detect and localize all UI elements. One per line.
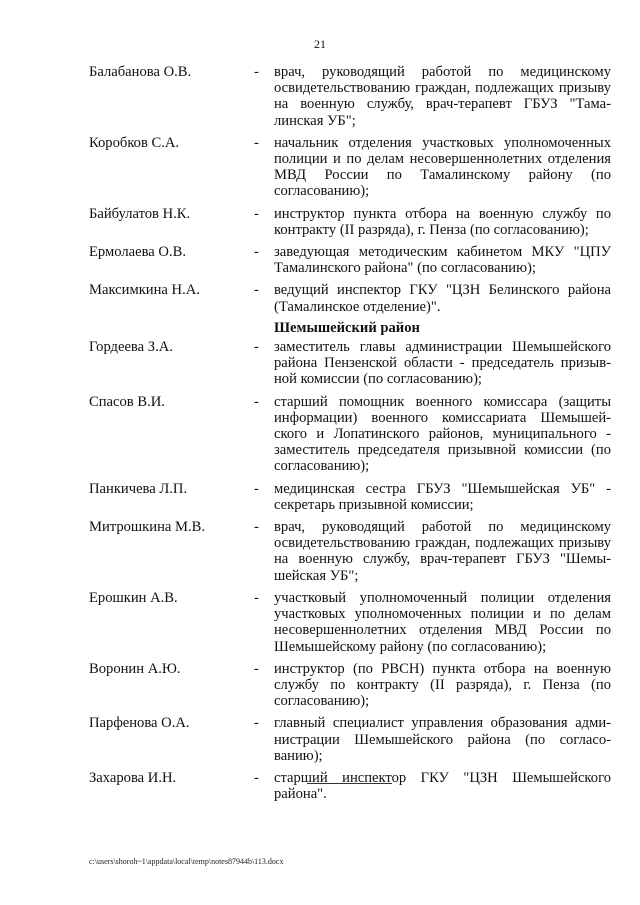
member-dash: - xyxy=(254,134,259,151)
member-dash: - xyxy=(254,339,259,356)
member-name: Ермолаева О.В. xyxy=(89,244,186,261)
commission-member-list xyxy=(0,64,640,802)
member-position: главный специалист управления образования адми-нистрации Шемышейского района (по согласо-ванию); xyxy=(274,715,611,764)
member-dash: - xyxy=(254,769,259,786)
member-entry xyxy=(0,206,640,238)
member-dash: - xyxy=(254,715,259,732)
member-name: Максимкина Н.А. xyxy=(89,282,200,299)
member-name: Воронин А.Ю. xyxy=(89,660,181,677)
member-dash: - xyxy=(254,660,259,677)
member-position: инструктор пункта отбора на военную службу по контракту (II разряда), г. Пенза (по согласованию); xyxy=(274,205,611,238)
page-number: 21 xyxy=(314,37,326,51)
member-dash: - xyxy=(254,519,259,536)
member-name: Спасов В.И. xyxy=(89,393,165,410)
member-entry xyxy=(0,282,640,314)
member-entry xyxy=(0,244,640,276)
member-dash: - xyxy=(254,282,259,299)
member-entry xyxy=(0,519,640,584)
member-entry xyxy=(0,590,640,655)
member-position: инструктор (по РВСН) пункта отбора на военную службу по контракту (II разряда), г. Пенза (по согласованию); xyxy=(274,660,611,710)
member-name: Захарова И.Н. xyxy=(89,769,177,786)
section-heading: Шемышейский район xyxy=(274,319,420,336)
member-position: врач, руководящий работой по медицинскому освидетельствованию граждан, подлежащих призыву на военную службу, врач-терапевт ГБУЗ "Тама-линская УБ"; xyxy=(274,64,611,129)
member-name: Гордеева З.А. xyxy=(89,339,173,356)
member-entry xyxy=(0,394,640,475)
member-name: Балабанова О.В. xyxy=(89,64,192,80)
member-position: старший помощник военного комиссара (защиты информации) военного комиссариата Шемышей-ского и Лопатинского районов, муниципального - заместитель председателя призывной комиссии (по согласованию); xyxy=(274,393,611,475)
member-dash: - xyxy=(254,244,259,261)
member-name: Ерошкин А.В. xyxy=(89,589,178,606)
member-name: Коробков С.А. xyxy=(89,134,180,151)
member-entry xyxy=(0,135,640,200)
member-name: Панкичева Л.П. xyxy=(89,480,188,497)
member-position: старший инспектор ГКУ "ЦЗН Шемышейского района". xyxy=(274,769,611,803)
member-entry xyxy=(0,339,640,388)
member-position: медицинская сестра ГБУЗ "Шемышейская УБ" - секретарь призывной комиссии; xyxy=(274,480,611,513)
member-position: участковый уполномоченный полиции отделения участковых уполномоченных полиции и по делам несовершеннолетних отделения МВД России по Шемышейскому району (по согласованию); xyxy=(274,589,611,655)
member-position: начальник отделения участковых уполномоченных полиции и по делам несовершеннолетних отделения МВД России по Тамалинскому району (по согласованию); xyxy=(274,134,611,200)
member-entry xyxy=(0,770,640,802)
member-position: врач, руководящий работой по медицинскому освидетельствованию граждан, подлежащих призыву на военную службу, врач-терапевт ГБУЗ "Шемы-шейская УБ"; xyxy=(274,519,611,584)
member-dash: - xyxy=(254,589,259,606)
member-name: Митрошкина М.В. xyxy=(89,519,206,536)
file-path-footer: c:\users\shoroh~1\appdata\local\temp\notes87944b\113.docx xyxy=(89,857,284,866)
member-entry xyxy=(0,715,640,764)
member-entry xyxy=(0,661,640,710)
member-position: заведующая методическим кабинетом МКУ "ЦПУ Тамалинского района" (по согласованию); xyxy=(274,244,611,277)
footer-divider xyxy=(307,783,392,784)
member-entry xyxy=(0,481,640,513)
member-dash: - xyxy=(254,393,259,410)
member-name: Парфенова О.А. xyxy=(89,715,190,732)
member-position: заместитель главы администрации Шемышейского района Пензенской области - председатель призыв-ной комиссии (по согласованию); xyxy=(274,339,611,388)
member-dash: - xyxy=(254,480,259,497)
member-name: Байбулатов Н.К. xyxy=(89,205,191,222)
member-position: ведущий инспектор ГКУ "ЦЗН Белинского района (Тамалинское отделение)". xyxy=(274,282,611,315)
member-entry xyxy=(0,64,640,129)
member-dash: - xyxy=(254,205,259,222)
member-dash: - xyxy=(254,64,259,80)
